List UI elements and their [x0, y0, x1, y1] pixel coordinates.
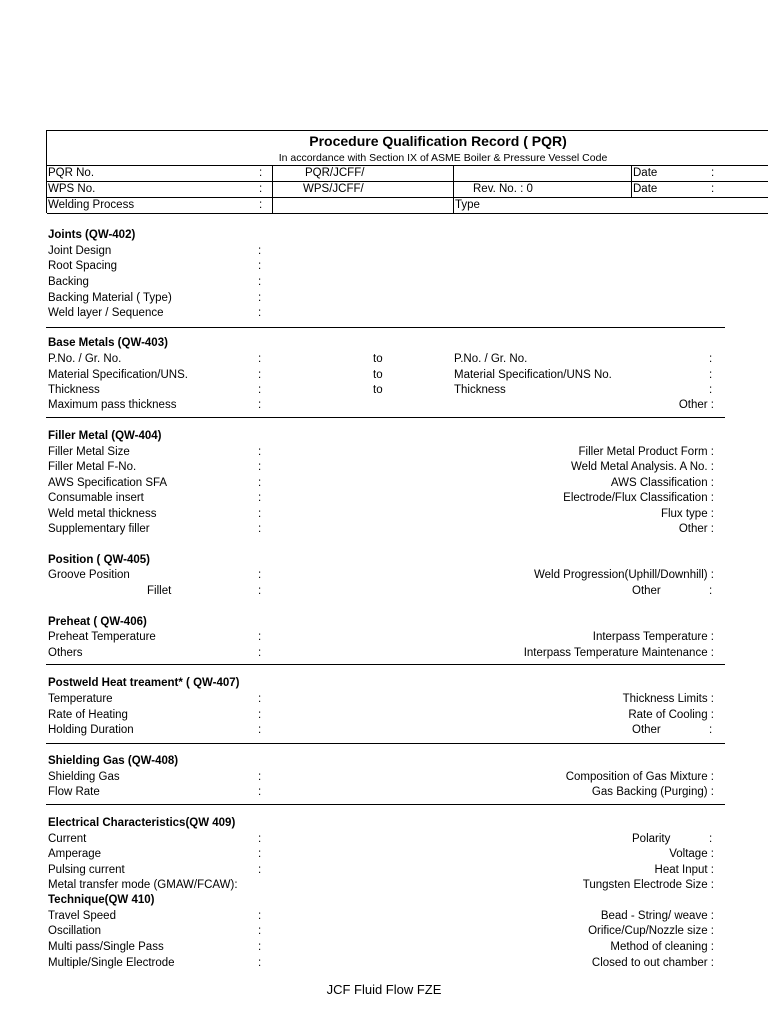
field-label: Tungsten Electrode Size :: [582, 879, 714, 891]
document-subtitle: In accordance with Section IX of ASME Boiler & Pressure Vessel Code: [278, 152, 608, 164]
field-label: Current: [48, 833, 87, 845]
field-label: Maximum pass thickness: [48, 399, 177, 411]
field-label: Closed to out chamber :: [591, 957, 714, 969]
field-label: Root Spacing: [48, 260, 118, 272]
field-label: Flux type :: [660, 508, 714, 520]
field-label: AWS Specification SFA: [48, 477, 168, 489]
colon: :: [258, 477, 262, 489]
field-label: Voltage :: [669, 848, 714, 860]
footer-company-name: JCF Fluid Flow FZE: [326, 982, 442, 997]
colon: :: [258, 957, 262, 969]
field-label: Material Specification/UNS No.: [454, 369, 612, 381]
colon: :: [258, 693, 262, 705]
field-label: Oscillation: [48, 925, 102, 937]
field-label: Weld Metal Analysis. A No. :: [571, 461, 714, 473]
section-title-shielding-gas: Shielding Gas (QW-408): [48, 755, 179, 767]
field-label: Weld metal thickness: [48, 508, 157, 520]
section-title-technique: Technique(QW 410): [48, 894, 155, 906]
field-label: Weld layer / Sequence: [48, 307, 164, 319]
colon: :: [709, 353, 713, 365]
divider: [272, 165, 273, 213]
field-label: Fillet: [147, 585, 172, 597]
colon: :: [709, 585, 713, 597]
field-label: Interpass Temperature :: [592, 631, 714, 643]
colon: :: [258, 260, 262, 272]
field-label: Thickness Limits :: [622, 693, 714, 705]
section-title-joints: Joints (QW-402): [48, 229, 136, 241]
field-label: Rate of Cooling :: [628, 709, 714, 721]
field-label: Orifice/Cup/Nozzle size :: [588, 925, 714, 937]
pqr-no-label: PQR No.: [48, 167, 95, 179]
field-label: Thickness: [454, 384, 506, 396]
colon: :: [259, 183, 263, 195]
field-label: Heat Input :: [654, 864, 714, 876]
field-label: Material Specification/UNS.: [48, 369, 188, 381]
field-label: Pulsing current: [48, 864, 125, 876]
field-label: Flow Rate: [48, 786, 100, 798]
field-label: Filler Metal Size: [48, 446, 130, 458]
divider: [47, 165, 768, 166]
section-divider: [46, 804, 725, 805]
field-label: Amperage: [48, 848, 102, 860]
divider: [47, 213, 768, 214]
field-label: Backing: [48, 276, 89, 288]
field-label: Interpass Temperature Maintenance :: [523, 647, 714, 659]
pqr-header-table: [46, 130, 768, 213]
section-divider: [46, 417, 725, 418]
field-label: Joint Design: [48, 245, 112, 257]
field-label: Multi pass/Single Pass: [48, 941, 164, 953]
section-title-electrical: Electrical Characteristics(QW 409): [48, 817, 236, 829]
colon: :: [258, 786, 262, 798]
colon: :: [258, 771, 262, 783]
field-label: Supplementary filler: [48, 523, 150, 535]
field-label: Multiple/Single Electrode: [48, 957, 175, 969]
field-label: Gas Backing (Purging) :: [591, 786, 714, 798]
type-label: Type: [455, 199, 480, 211]
colon: :: [258, 446, 262, 458]
colon: :: [258, 925, 262, 937]
colon: :: [258, 245, 262, 257]
divider: [453, 165, 454, 213]
wps-no-label: WPS No.: [48, 183, 96, 195]
colon: :: [258, 709, 262, 721]
field-label: Others: [48, 647, 83, 659]
colon: :: [258, 864, 262, 876]
colon: :: [711, 183, 715, 195]
field-label: Holding Duration: [48, 724, 134, 736]
wps-no-value[interactable]: WPS/JCFF/: [303, 183, 364, 195]
colon: :: [258, 569, 262, 581]
field-label: Temperature: [48, 693, 113, 705]
section-title-preheat: Preheat ( QW-406): [48, 616, 147, 628]
pqr-no-value[interactable]: PQR/JCFF/: [305, 167, 365, 179]
field-label: Groove Position: [48, 569, 130, 581]
field-label: Other: [632, 585, 661, 597]
field-label: Other: [632, 724, 661, 736]
document-title: Procedure Qualification Record ( PQR): [309, 133, 567, 149]
to-label: to: [373, 369, 383, 381]
field-label: P.No. / Gr. No.: [454, 353, 528, 365]
to-label: to: [373, 384, 383, 396]
rev-no[interactable]: Rev. No. : 0: [473, 183, 533, 195]
field-label: Backing Material ( Type): [48, 292, 172, 304]
field-label: Preheat Temperature: [48, 631, 156, 643]
section-title-filler-metal: Filler Metal (QW-404): [48, 430, 162, 442]
field-label: Other :: [678, 399, 714, 411]
colon: :: [259, 199, 263, 211]
field-label: Filler Metal F-No.: [48, 461, 137, 473]
colon: :: [258, 276, 262, 288]
field-label: Rate of Heating: [48, 709, 128, 721]
colon: :: [258, 585, 262, 597]
colon: :: [258, 292, 262, 304]
welding-process-label: Welding Process: [48, 199, 135, 211]
colon: :: [709, 833, 713, 845]
colon: :: [258, 631, 262, 643]
colon: :: [258, 523, 262, 535]
field-label: P.No. / Gr. No.: [48, 353, 122, 365]
field-label: Other :: [678, 523, 714, 535]
colon: :: [709, 384, 713, 396]
colon: :: [258, 461, 262, 473]
date-label: Date: [633, 183, 658, 195]
field-label: Consumable insert: [48, 492, 144, 504]
section-divider: [46, 327, 725, 328]
date-label: Date: [633, 167, 658, 179]
field-label: Travel Speed: [48, 910, 116, 922]
colon: :: [258, 508, 262, 520]
field-label: Method of cleaning :: [610, 941, 714, 953]
field-label: Thickness: [48, 384, 100, 396]
section-title-base-metals: Base Metals (QW-403): [48, 337, 168, 349]
field-label: Polarity: [632, 833, 671, 845]
colon: :: [258, 647, 262, 659]
colon: :: [709, 369, 713, 381]
colon: :: [709, 724, 713, 736]
field-label: Metal transfer mode (GMAW/FCAW):: [48, 879, 238, 891]
divider: [47, 181, 768, 182]
colon: :: [258, 307, 262, 319]
colon: :: [258, 941, 262, 953]
to-label: to: [373, 353, 383, 365]
field-label: Filler Metal Product Form :: [578, 446, 714, 458]
colon: :: [258, 492, 262, 504]
colon: :: [258, 384, 262, 396]
colon: :: [258, 910, 262, 922]
colon: :: [711, 167, 715, 179]
field-label: Weld Progression(Uphill/Downhill) :: [533, 569, 714, 581]
colon: :: [258, 724, 262, 736]
colon: :: [258, 399, 262, 411]
colon: :: [258, 848, 262, 860]
colon: :: [258, 833, 262, 845]
colon: :: [258, 353, 262, 365]
field-label: Composition of Gas Mixture :: [565, 771, 714, 783]
colon: :: [259, 167, 263, 179]
divider: [47, 197, 768, 198]
section-divider: [46, 664, 725, 665]
field-label: Electrode/Flux Classification :: [563, 492, 714, 504]
colon: :: [258, 369, 262, 381]
section-title-position: Position ( QW-405): [48, 554, 150, 566]
section-title-pwht: Postweld Heat treament* ( QW-407): [48, 677, 240, 689]
field-label: AWS Classification :: [610, 477, 714, 489]
field-label: Bead - String/ weave :: [600, 910, 714, 922]
field-label: Shielding Gas: [48, 771, 120, 783]
section-divider: [46, 743, 725, 744]
divider: [631, 165, 632, 197]
